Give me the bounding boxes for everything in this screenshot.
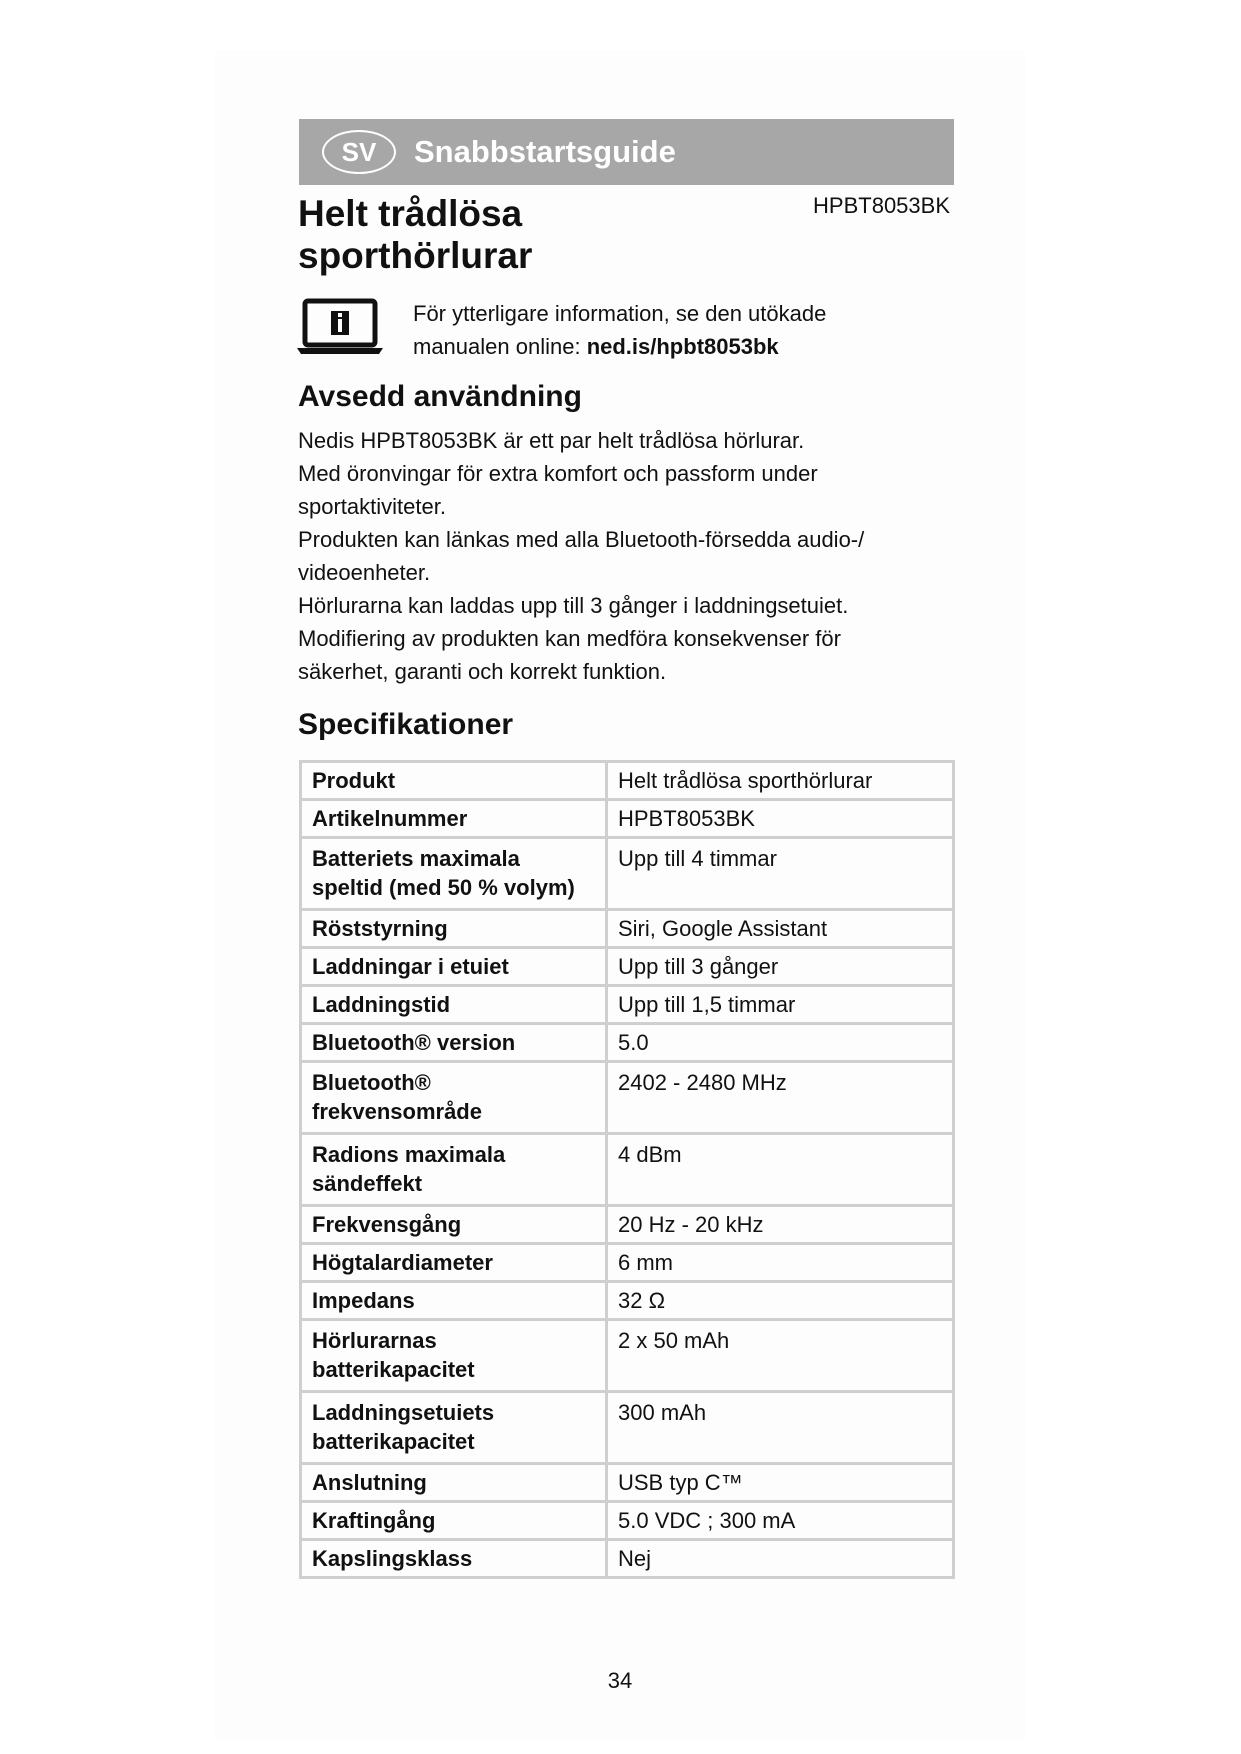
banner-title: Snabbstartsguide (414, 134, 676, 169)
specifications-heading: Specifikationer (298, 708, 514, 741)
spec-value: 300 mAh (607, 1392, 954, 1464)
intended-use-heading: Avsedd användning (298, 380, 582, 413)
manual-link[interactable]: ned.is/hpbt8053bk (586, 334, 779, 359)
spec-value: Upp till 1,5 timmar (607, 986, 954, 1024)
table-row (301, 1062, 954, 1134)
spec-label: Artikelnummer (301, 800, 607, 838)
intended-use-line: Med öronvingar för extra komfort och passform under (298, 461, 818, 486)
spec-value: Helt trådlösa sporthörlurar (607, 762, 954, 800)
spec-label: Röststyrning (301, 910, 607, 948)
language-badge: SV (322, 130, 396, 174)
spec-value: 6 mm (607, 1244, 954, 1282)
table-row (301, 948, 954, 986)
spec-value: 2 x 50 mAh (607, 1320, 954, 1392)
info-text (413, 297, 933, 363)
spec-value: Upp till 4 timmar (607, 838, 954, 910)
table-row (301, 1244, 954, 1282)
intended-use-body (298, 424, 958, 688)
table-row (301, 1540, 954, 1578)
spec-label: Bluetooth® version (301, 1024, 607, 1062)
document-title-line-1: Helt trådlösa (298, 193, 523, 234)
spec-value: Siri, Google Assistant (607, 910, 954, 948)
spec-label: Högtalardiameter (301, 1244, 607, 1282)
spec-label: Anslutning (301, 1464, 607, 1502)
spec-label: Produkt (301, 762, 607, 800)
document-title (298, 193, 698, 277)
laptop-info-icon (297, 298, 383, 358)
info-line-2-prefix: manualen online: (413, 334, 587, 359)
page-number: 34 (607, 1668, 633, 1693)
table-row (301, 1024, 954, 1062)
spec-value: 2402 - 2480 MHz (607, 1062, 954, 1134)
intended-use-line: videoenheter. (298, 560, 431, 585)
spec-label: Kraftingång (301, 1502, 607, 1540)
spec-label: Bluetooth® frekvensområde (301, 1062, 607, 1134)
intended-use-line: Nedis HPBT8053BK är ett par helt trådlösa hörlurar. (298, 428, 805, 453)
spec-label: Batteriets maximala speltid (med 50 % volym) (301, 838, 607, 910)
spec-label: Frekvensgång (301, 1206, 607, 1244)
table-row (301, 1392, 954, 1464)
table-row (301, 1464, 954, 1502)
intended-use-line: säkerhet, garanti och korrekt funktion. (298, 659, 667, 684)
spec-value: HPBT8053BK (607, 800, 954, 838)
table-row (301, 1282, 954, 1320)
table-row (301, 910, 954, 948)
table-row (301, 986, 954, 1024)
table-row (301, 838, 954, 910)
table-row (301, 1320, 954, 1392)
table-row (301, 800, 954, 838)
table-row (301, 1134, 954, 1206)
spec-label: Laddningar i etuiet (301, 948, 607, 986)
spec-value: 4 dBm (607, 1134, 954, 1206)
specifications-table (299, 760, 955, 1579)
spec-value: USB typ C™ (607, 1464, 954, 1502)
spec-label: Kapslingsklass (301, 1540, 607, 1578)
spec-value: 5.0 VDC ; 300 mA (607, 1502, 954, 1540)
table-row (301, 1502, 954, 1540)
spec-label: Laddningsetuiets batterikapacitet (301, 1392, 607, 1464)
info-line-1: För ytterligare information, se den utökade (413, 301, 827, 326)
intended-use-line: sportaktiviteter. (298, 494, 446, 519)
header-banner (299, 119, 954, 185)
spec-value: Nej (607, 1540, 954, 1578)
spec-value: 20 Hz - 20 kHz (607, 1206, 954, 1244)
document-title-line-2: sporthörlurar (298, 235, 533, 276)
intended-use-line: Produkten kan länkas med alla Bluetooth-försedda audio-/ (298, 527, 865, 552)
model-number: HPBT8053BK (813, 193, 950, 218)
spec-label: Laddningstid (301, 986, 607, 1024)
intended-use-line: Modifiering av produkten kan medföra konsekvenser för (298, 626, 841, 651)
spec-value: 5.0 (607, 1024, 954, 1062)
intended-use-line: Hörlurarna kan laddas upp till 3 gånger i laddningsetuiet. (298, 593, 849, 618)
table-row (301, 1206, 954, 1244)
spec-label: Impedans (301, 1282, 607, 1320)
spec-value: Upp till 3 gånger (607, 948, 954, 986)
spec-value: 32 Ω (607, 1282, 954, 1320)
table-row (301, 762, 954, 800)
spec-label: Radions maximala sändeffekt (301, 1134, 607, 1206)
spec-label: Hörlurarnas batterikapacitet (301, 1320, 607, 1392)
